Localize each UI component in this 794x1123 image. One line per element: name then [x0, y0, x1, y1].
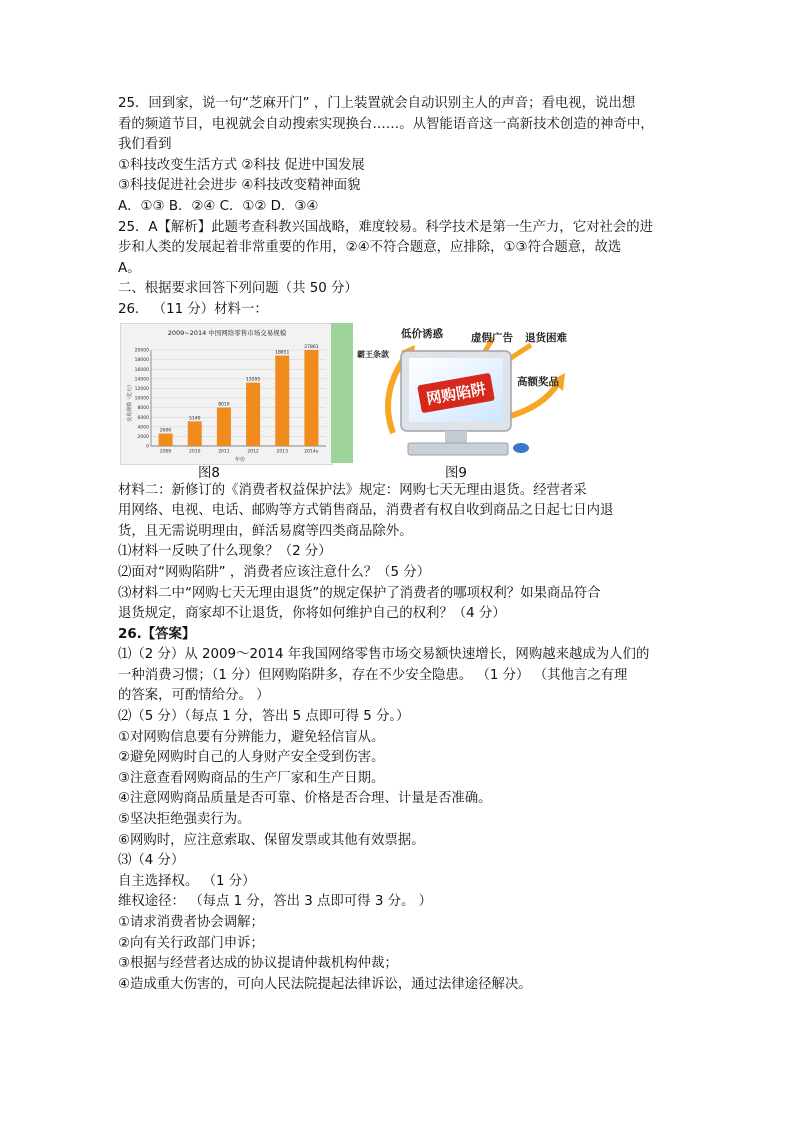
- chart-bar: [159, 433, 173, 445]
- figures-row: [118, 323, 680, 481]
- chart-title: 2009~2014 中国网络零售市场交易规模: [167, 328, 287, 337]
- chart-y-axis-label: 交易规模（亿元）: [127, 381, 133, 422]
- q25-stem: [118, 94, 680, 156]
- fig8-caption: 图8: [198, 465, 220, 481]
- q26-question-1: ⑴材料一反映了什么现象？（2 分）: [118, 544, 332, 560]
- fig8-chart-svg: [121, 324, 332, 464]
- answer-2-point: ⑥网购时，应注意索取、保留发票或其他有效票据。: [118, 832, 425, 848]
- q25-analysis-line: 25．A【解析】此题考查科教兴国战略，难度较易。科学技术是第一生产力，它对社会的进: [118, 219, 654, 235]
- q25-stem-line: 我们看到: [118, 137, 172, 153]
- chart-y-tick-label: 18000: [134, 357, 149, 363]
- chart-x-tick-label: 2010: [189, 449, 201, 455]
- label-return-difficult: 退货困难: [525, 331, 567, 344]
- q26-question-2: ⑵面对“网购陷阱” ，消费者应该注意什么？（5 分）: [118, 564, 431, 580]
- answer-3-point: ①请求消费者协会调解；: [118, 915, 264, 930]
- chart-y-tick-label: 20000: [134, 348, 149, 354]
- chart-data-label: 8019: [218, 402, 230, 408]
- fig9-svg: [353, 323, 575, 463]
- fig8-bar-chart: [120, 323, 333, 465]
- chart-y-tick-label: 0: [146, 444, 149, 450]
- answer-3-right: 自主选择权。 （1 分）: [118, 873, 256, 889]
- chart-x-tick-label: 2011: [218, 449, 230, 455]
- chart-data-label: 18851: [275, 350, 290, 356]
- answer-1-line: ⑴（2 分）从 2009～2014 年我国网络零售市场交易额快速增长，网购越来越成为人们的: [118, 647, 650, 663]
- material-two-line: 材料二：新修订的《消费者权益保护法》规定：网购七天无理由退货。经营者采: [118, 482, 587, 498]
- q25-statement: ③科技促进社会进步 ④科技改变精神面貌: [118, 178, 361, 194]
- chart-x-tick-label: 2013: [276, 449, 288, 455]
- answer-3-point: ④造成重大伤害的，可向人民法院提起法律诉讼，通过法律途径解决。: [118, 976, 532, 992]
- chart-bar: [188, 421, 202, 446]
- chart-y-tick-label: 6000: [137, 415, 149, 421]
- chart-data-label: 5140: [189, 415, 201, 421]
- answer-3-head: ⑶（4 分）: [118, 853, 185, 869]
- answer-3-path-head: 维权途径： （每点 1 分，答出 3 点即可得 3 分。 ）: [118, 894, 433, 910]
- answer-1: [118, 645, 680, 707]
- mouse-shape: [513, 443, 529, 453]
- chart-y-tick-label: 4000: [137, 424, 149, 430]
- chart-bar: [217, 407, 231, 445]
- answer-2-points: [118, 728, 680, 852]
- q25-analysis-line: A。: [118, 260, 141, 276]
- chart-y-tick-label: 14000: [134, 376, 149, 382]
- answer-3-points: [118, 913, 680, 995]
- figure-divider: [331, 323, 353, 463]
- chart-bar: [304, 350, 318, 446]
- answer-1-line: 的答案，可酌情给分。 ）: [118, 688, 270, 704]
- chart-x-tick-label: 2009: [159, 449, 172, 455]
- document-page: [118, 94, 680, 995]
- answer-3-point: ②向有关行政部门申诉；: [118, 935, 264, 951]
- chart-y-tick-label: 12000: [134, 386, 149, 392]
- q26-question-3-cont: 退货规定，商家却不让退货，你将如何维护自己的权利？（4 分）: [118, 606, 506, 622]
- section-heading: 二、根据要求回答下列问题（共 50 分）: [118, 281, 358, 297]
- q25-stem-line: 看的频道节目，电视就会自动搜索实现换台……。从智能语音这一高新技术创造的神奇中，: [118, 116, 654, 132]
- q25-analysis-line: 步和人类的发展起着非常重要的作用，②④不符合题意，应排除，①③符合题意，故选: [118, 240, 622, 256]
- material-two-line: 用网络、电视、电话、邮购等方式销售商品，消费者有权自收到商品之日起七日内退: [118, 503, 614, 519]
- chart-data-label: 27861: [304, 344, 319, 350]
- keyboard-shape: [408, 443, 508, 455]
- answer-heading: 26.【答案】: [118, 626, 196, 642]
- chart-y-tick-label: 16000: [134, 367, 149, 373]
- chart-y-tick-label: 10000: [134, 396, 149, 402]
- q25-stem-line: 25．回到家，说一句“芝麻开门” ，门上装置就会自动识别主人的声音；看电视，说出想: [118, 96, 636, 111]
- chart-x-tick-label: 2012: [247, 449, 259, 455]
- answer-2-point: ③注意查看网购商品的生产厂家和生产日期。: [118, 770, 385, 786]
- answer-2-head: ⑵（5 分）（每点 1 分，答出 5 点即可得 5 分。）: [118, 709, 410, 725]
- q25-analysis: [118, 218, 680, 280]
- q26-intro: 26． （11 分）材料一：: [118, 301, 268, 317]
- answer-2-point: ⑤坚决拒绝强卖行为。: [118, 812, 251, 828]
- fig9-caption: 图9: [445, 465, 467, 481]
- label-low-price: 低价诱惑: [401, 327, 443, 340]
- answer-3-point: ③根据与经营者达成的协议提请仲裁机构仲裁；: [118, 956, 398, 972]
- material-two-line: 货，且无需说明理由，鲜活易腐等四类商品除外。: [118, 523, 413, 539]
- material-two: [118, 481, 680, 543]
- label-unfair-terms: 霸王条款: [357, 349, 389, 359]
- chart-y-tick-label: 8000: [137, 405, 149, 411]
- q25-options: A．①③ B．②④ C．①② D．③④: [118, 198, 319, 214]
- chart-data-label: 2600: [159, 428, 172, 434]
- chart-x-axis-label: 年份: [234, 456, 246, 463]
- answer-2-point: ④注意网购商品质量是否可靠、价格是否合理、计量是否准确。: [118, 791, 492, 807]
- q25-statement: ①科技改变生活方式 ②科技 促进中国发展: [118, 157, 365, 173]
- chart-data-label: 13205: [245, 377, 261, 383]
- answer-1-line: 一种消费习惯；（1 分）但网购陷阱多，存在不少安全隐患。 （1 分） （其他言之有理: [118, 667, 628, 683]
- fig9-illustration: [353, 323, 575, 463]
- label-high-prize: 高额奖品: [517, 375, 559, 388]
- trap-sign-text: 网购陷阱: [425, 379, 488, 408]
- answer-2-point: ①对网购信息要有分辨能力，避免轻信盲从。: [118, 729, 385, 745]
- q26-question-3: ⑶材料二中“网购七天无理由退货”的规定保护了消费者的哪项权利？如果商品符合: [118, 585, 601, 601]
- chart-y-tick-label: 2000: [137, 434, 149, 440]
- chart-bar: [275, 355, 289, 445]
- answer-2-point: ②避免网购时自己的人身财产安全受到伤害。: [118, 750, 385, 766]
- chart-x-tick-label: 2014e: [304, 449, 319, 455]
- chart-bar: [246, 382, 260, 445]
- label-false-ad: 虚假广告: [471, 331, 513, 344]
